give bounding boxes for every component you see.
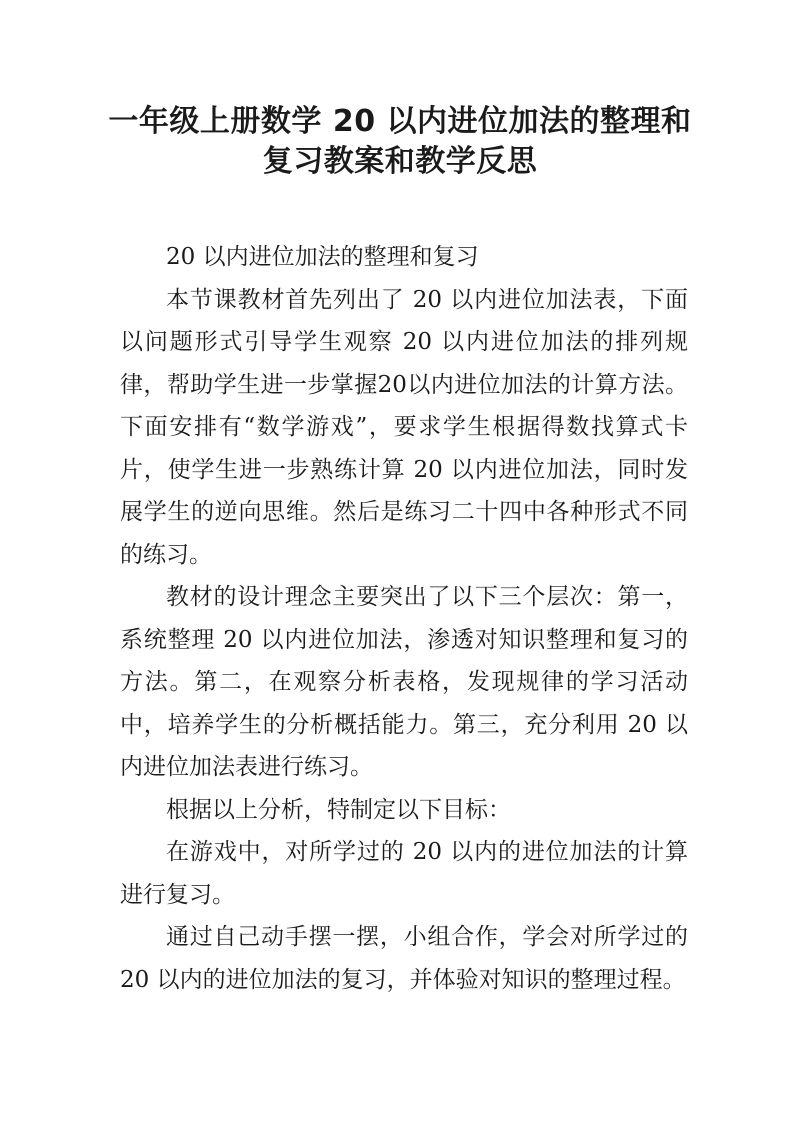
paragraph-goal-2: 通过自己动手摆一摆，小组合作，学会对所学过的 20 以内的进位加法的复习，并体验对知识的整理过程。	[120, 924, 688, 993]
document-body	[120, 236, 688, 1001]
paragraph-goal-1: 在游戏中，对所学过的 20 以内的进位加法的计算进行复习。	[120, 839, 688, 908]
document-title-line-1: 一年级上册数学 20 以内进位加法的整理和	[108, 104, 692, 139]
document-title-line-2: 复习教案和教学反思	[262, 144, 538, 179]
paragraph-design-concept: 教材的设计理念主要突出了以下三个层次：第一，系统整理 20 以内进位加法，渗透对知识整理和复习的方法。第二，在观察分析表格，发现规律的学习活动中，培养学生的分析概括能力。第三，充分利用 20 以内进位加法表进行练习。	[120, 584, 688, 780]
paragraph-textbook-overview: 本节课教材首先列出了 20 以内进位加法表，下面以问题形式引导学生观察 20 以内进位加法的排列规律，帮助学生进一步掌握20以内进位加法的计算方法。下面安排有“数学游戏”，要求学生根据得数找算式卡片，使学生进一步熟练计算 20 以内进位加法，同时发展学生的逆向思维。然后是练习二十四中各种形式不同的练习。	[120, 286, 688, 568]
paragraph-goals-intro: 根据以上分析，特制定以下目标：	[166, 796, 511, 823]
section-heading: 20 以内进位加法的整理和复习	[166, 244, 479, 270]
